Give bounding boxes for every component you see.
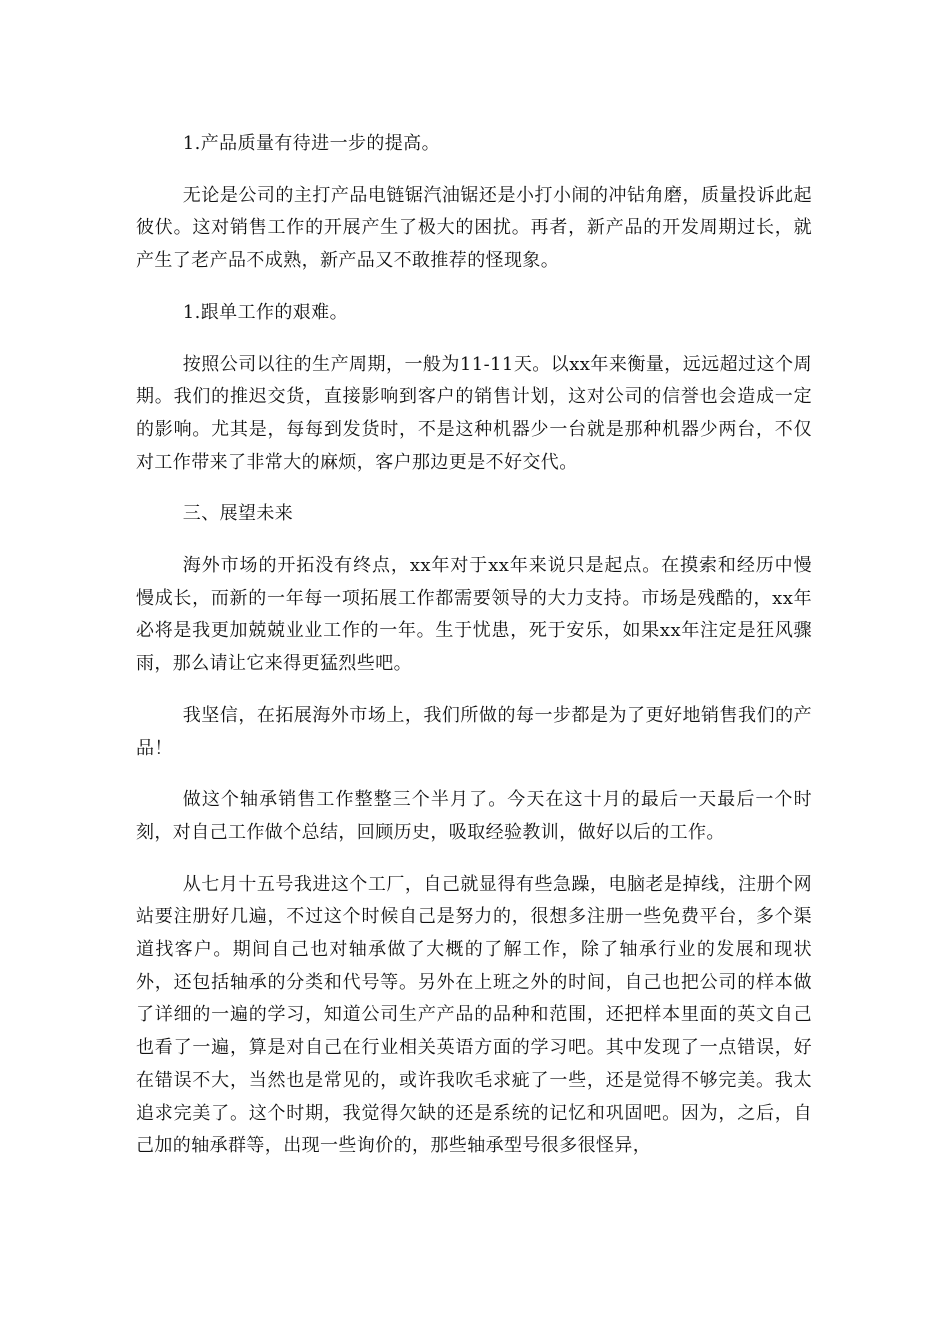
heading-outlook: 三、展望未来 [182,503,294,525]
paragraph-quality-complaints: 无论是公司的主打产品电链锯汽油锯还是小打小闹的冲钻角磨，质量投诉此起彼伏。这对销售工作的开展产生了极大的困扰。再者，新产品的开发周期过长，就产生了老产品不成熟，新产品又不敢推荐的怪现象。 [136,184,812,272]
heading-product-quality: 1.产品质量有待进一步的提高。 [182,133,440,154]
paragraph-belief: 我坚信，在拓展海外市场上，我们所做的每一步都是为了更好地销售我们的产品！ [136,704,812,759]
paragraph-work-review: 从七月十五号我进这个工厂，自己就显得有些急躁，电脑老是掉线，注册个网站要注册好几遍，不过这个时候自己是努力的，很想多注册一些免费平台，多个渠道找客户。期间自己也对轴承做了大概的了解工作，除了轴承行业的发展和现状外，还包括轴承的分类和代号等。另外在上班之外的时间，自己也把公司的样本做了详细的一遍的学习，知道公司生产产品的品种和范围，还把样本里面的英文自己也看了一遍，算是对自己在行业相关英语方面的学习吧。其中发现了一点错误，好在错误不大，当然也是常见的，或许我吹毛求疵了一些，还是觉得不够完美。我太追求完美了。这个时期，我觉得欠缺的还是系统的记忆和巩固吧。因为，之后，自己加的轴承群等，出现一些询价的，那些轴承型号很多很怪异， [136,873,812,1157]
paragraph-bearing-sales-summary: 做这个轴承销售工作整整三个半月了。今天在这十月的最后一天最后一个时刻，对自己工作做个总结，回顾历史，吸取经验教训，做好以后的工作。 [136,789,812,843]
paragraph-production-cycle: 按照公司以往的生产周期，一般为11-11天。以xx年来衡量，远远超过这个周期。我们的推迟交货，直接影响到客户的销售计划，这对公司的信誉也会造成一定的影响。尤其是，每每到发货时，不是这种机器少一台就是那种机器少两台，不仅对工作带来了非常大的麻烦，客户那边更是不好交代。 [136,353,812,473]
paragraph-overseas-market: 海外市场的开拓没有终点，xx年对于xx年来说只是起点。在摸索和经历中慢慢成长，而新的一年每一项拓展工作都需要领导的大力支持。市场是残酷的，xx年必将是我更加兢兢业业工作的一年。生于忧患，死于安乐，如果xx年注定是狂风骤雨，那么请让它来得更猛烈些吧。 [136,555,812,675]
heading-order-followup: 1.跟单工作的艰难。 [182,301,348,323]
document-page [136,128,812,1182]
